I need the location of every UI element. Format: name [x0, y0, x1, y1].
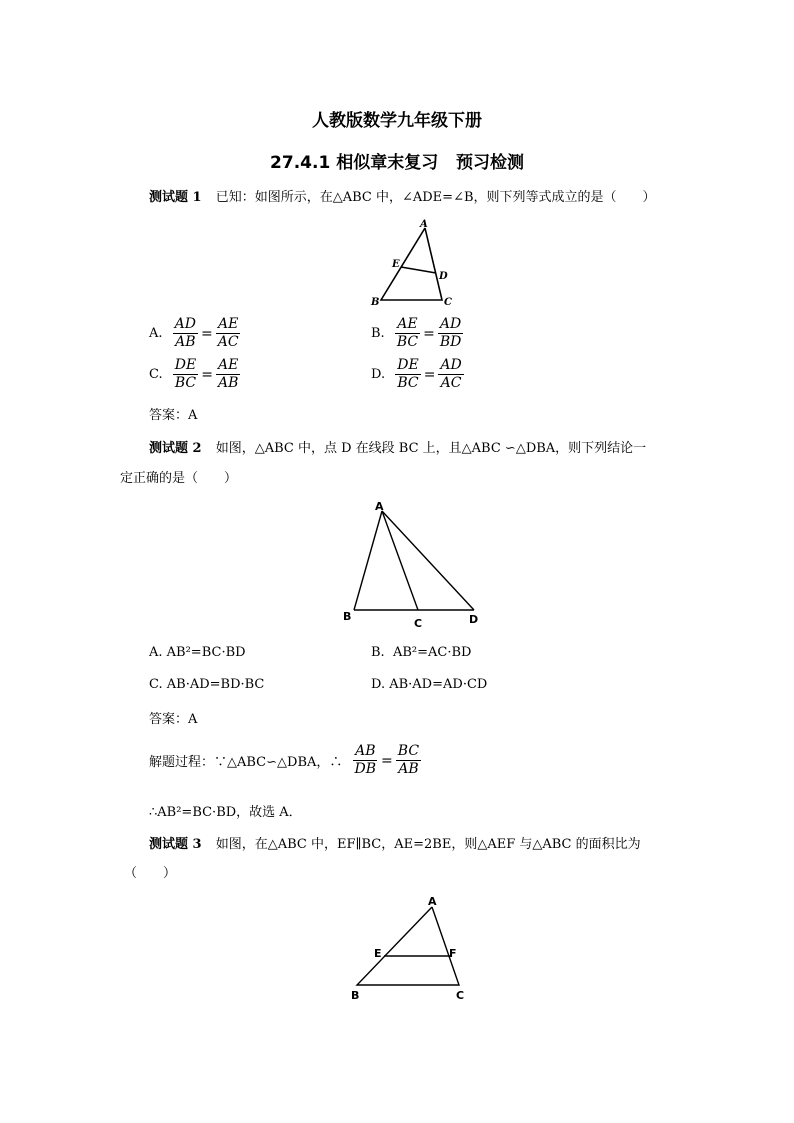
q1-label-b: B — [371, 297, 380, 308]
segment-ac — [382, 511, 418, 610]
question-2-text: 如图，△ABC 中，点 D 在线段 BC 上，且△ABC ∽△DBA，则下列结论一 — [215, 441, 647, 456]
q2-label-d: D — [469, 613, 479, 626]
q2-option-a[interactable]: A. AB²=BC·BD — [149, 645, 246, 660]
q1-label-d: D — [439, 271, 448, 282]
fraction: $\frac{AE}{BC}$ — [396, 316, 419, 350]
section-title: 27.4.1 相似章末复习 预习检测 — [270, 153, 524, 173]
question-1-figure — [368, 216, 468, 311]
option-letter: A. — [149, 326, 163, 341]
q1-label-e: E — [392, 259, 400, 270]
question-1 — [149, 186, 656, 205]
q2-option-c[interactable]: C. AB·AD=BD·BC — [149, 677, 265, 692]
question-3-text: 如图，在△ABC 中，EF∥BC，AE=2BE，则△AEF 与△ABC 的面积比为 — [215, 837, 641, 852]
fraction: $\frac{BC}{AB}$ — [397, 743, 420, 777]
q2-label-c: C — [414, 617, 423, 630]
q2-label-b: B — [343, 610, 352, 623]
segment-ab — [354, 511, 382, 610]
triangle-abc — [381, 228, 442, 300]
q3-label-c: C — [456, 989, 465, 1002]
q3-label-e: E — [374, 947, 382, 960]
fraction: $\frac{AD}{AB}$ — [174, 316, 197, 350]
question-3-figure — [345, 893, 485, 1008]
option-letter: C. — [149, 367, 163, 382]
q1-label-c: C — [444, 297, 452, 308]
q2-label-a: A — [375, 500, 384, 513]
q1-option-b[interactable]: B. $\frac{AE}{BC}$ = $\frac{AD}{BD}$ — [371, 316, 462, 350]
question-2-label: 测试题 2 — [149, 441, 202, 456]
fraction: $\frac{AB}{DB}$ — [354, 743, 377, 777]
fraction: $\frac{DE}{BC}$ — [397, 357, 419, 391]
fraction: $\frac{AD}{BD}$ — [439, 316, 462, 350]
option-letter: D. — [371, 367, 386, 382]
q1-option-a[interactable]: A. $\frac{AD}{AB}$ = $\frac{AE}{AC}$ — [149, 316, 239, 350]
q1-label-a: A — [420, 219, 428, 230]
segment-ad — [382, 511, 474, 610]
fraction: $\frac{DE}{BC}$ — [174, 357, 197, 391]
q3-label-f: F — [449, 947, 457, 960]
segment-de — [401, 267, 436, 273]
q2-option-b[interactable]: B. AB²=AC·BD — [371, 645, 472, 660]
question-3-label: 测试题 3 — [149, 837, 202, 852]
q1-option-c[interactable]: C. $\frac{DE}{BC}$ = $\frac{AE}{AB}$ — [149, 357, 239, 391]
q2-answer: 答案：A — [149, 712, 198, 727]
option-letter: B. — [371, 326, 385, 341]
q3-label-a: A — [428, 895, 437, 908]
question-1-text: 已知：如图所示，在△ABC 中，∠ADE=∠B，则下列等式成立的是（ ） — [215, 190, 656, 205]
document-title: 人教版数学九年级下册 — [312, 111, 482, 131]
question-2 — [149, 437, 646, 456]
q2-option-d[interactable]: D. AB·AD=AD·CD — [371, 677, 488, 692]
question-1-label: 测试题 1 — [149, 190, 202, 205]
fraction: $\frac{AE}{AB}$ — [217, 357, 239, 391]
q2-solution-conclusion: ∴AB²=BC·BD，故选 A． — [149, 805, 302, 820]
q2-solution: 解题过程：∵△ABC∽△DBA，∴ $\frac{AB}{DB}$ = $\frac{BC}{AB}$ — [149, 743, 420, 777]
triangle-abc — [357, 907, 459, 985]
q1-option-d[interactable]: D. $\frac{DE}{BC}$ = $\frac{AD}{AC}$ — [371, 357, 462, 391]
q3-label-b: B — [351, 989, 360, 1002]
question-2-figure — [338, 496, 508, 631]
fraction: $\frac{AE}{AC}$ — [217, 316, 239, 350]
question-2-text-continued: 定正确的是（ ） — [120, 471, 238, 486]
q2-solution-prefix: 解题过程：∵△ABC∽△DBA，∴ — [149, 755, 343, 770]
fraction: $\frac{AD}{AC}$ — [440, 357, 462, 391]
question-3-text-continued: （ ） — [124, 866, 177, 881]
q1-answer: 答案：A — [149, 408, 198, 423]
question-3 — [149, 833, 641, 852]
